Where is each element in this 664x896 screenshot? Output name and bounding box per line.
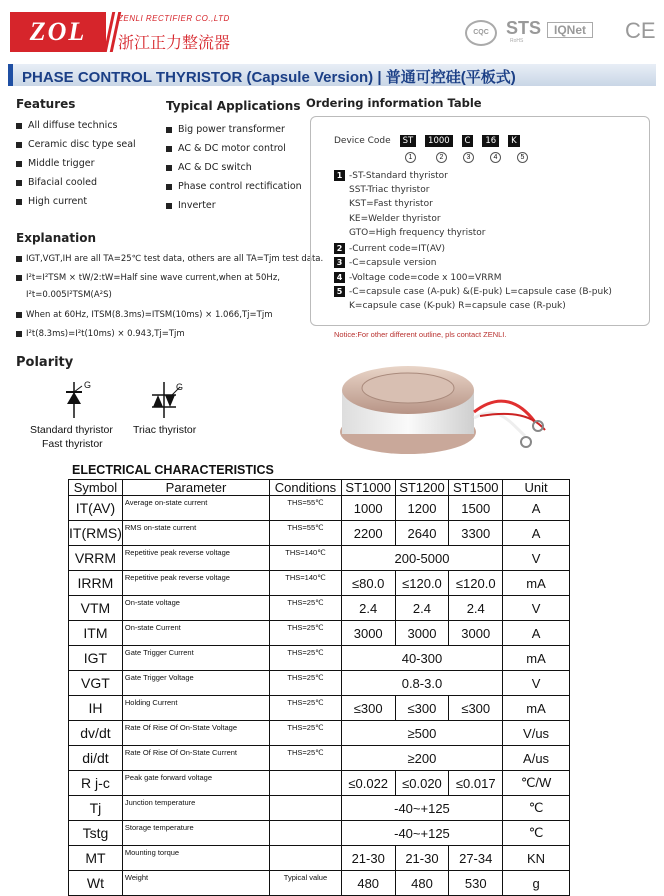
- value-cell: ≤0.022: [341, 771, 395, 796]
- value-cell: 1200: [395, 496, 449, 521]
- condition-cell: THS=140℃: [270, 546, 342, 571]
- value-cell: ≤300: [449, 696, 503, 721]
- legend-text: SST-Triac thyristor: [349, 184, 430, 195]
- feature-item: High current: [16, 196, 136, 215]
- table-row: [69, 846, 570, 871]
- value-cell: -40~+125: [341, 796, 502, 821]
- table-row: [69, 596, 570, 621]
- symbol-cell: ITM: [69, 621, 123, 646]
- column-header: Conditions: [270, 480, 342, 496]
- value-cell: ≤120.0: [395, 571, 449, 596]
- value-cell: 480: [341, 871, 395, 896]
- unit-cell: mA: [503, 646, 570, 671]
- column-header: Parameter: [122, 480, 269, 496]
- symbol-cell: IT(AV): [69, 496, 123, 521]
- fast-thyristor-label: Fast thyristor: [42, 438, 103, 450]
- sts-cert-icon: STS: [506, 18, 542, 38]
- parameter-cell: Mounting torque: [122, 846, 269, 871]
- value-cell: 2.4: [449, 596, 503, 621]
- value-cell: ≤300: [341, 696, 395, 721]
- code-box: 1000: [425, 135, 453, 147]
- triac-thyristor-label: Triac thyristor: [133, 424, 197, 436]
- feature-item: All diffuse technics: [16, 120, 136, 139]
- condition-cell: [270, 796, 342, 821]
- code-box: ST: [400, 135, 417, 147]
- table-row: [69, 546, 570, 571]
- value-cell: 2.4: [341, 596, 395, 621]
- symbol-cell: IRRM: [69, 571, 123, 596]
- symbol-cell: Tstg: [69, 821, 123, 846]
- unit-cell: KN: [503, 846, 570, 871]
- symbol-cell: Tj: [69, 796, 123, 821]
- application-item: Phase control rectification: [166, 181, 302, 200]
- ordering-legend: [334, 170, 612, 315]
- condition-cell: [270, 846, 342, 871]
- legend-text: -Voltage code=code x 100=VRRM: [349, 272, 502, 283]
- code-index-circle: 5: [517, 152, 528, 163]
- legend-number: 3: [334, 257, 345, 268]
- parameter-cell: Repetitive peak reverse voltage: [122, 546, 269, 571]
- company-name-cn: 浙江正力整流器: [118, 35, 231, 52]
- legend-text: KE=Welder thyristor: [349, 213, 441, 224]
- explanation-line: When at 60Hz, ITSM(8.3ms)=ITSM(10ms) × 1.066,Tj=Tjm: [16, 310, 273, 320]
- value-cell: 200-5000: [341, 546, 502, 571]
- unit-cell: A: [503, 496, 570, 521]
- legend-text: GTO=High frequency thyristor: [349, 228, 486, 238]
- unit-cell: ℃: [503, 796, 570, 821]
- unit-cell: A: [503, 521, 570, 546]
- parameter-cell: Rate Of Rise Of On-State Current: [122, 746, 269, 771]
- condition-cell: THS=25℃: [270, 621, 342, 646]
- condition-cell: THS=55℃: [270, 521, 342, 546]
- table-row: [69, 571, 570, 596]
- value-cell: 2200: [341, 521, 395, 546]
- thyristor-photo: [330, 352, 570, 462]
- unit-cell: V/us: [503, 721, 570, 746]
- condition-cell: THS=25℃: [270, 696, 342, 721]
- value-cell: ≤80.0: [341, 571, 395, 596]
- symbol-cell: di/dt: [69, 746, 123, 771]
- features-heading: Features: [16, 97, 76, 111]
- explanation-heading: Explanation: [16, 231, 97, 245]
- unit-cell: mA: [503, 696, 570, 721]
- parameter-cell: Repetitive peak reverse voltage: [122, 571, 269, 596]
- application-item: AC & DC switch: [166, 162, 302, 181]
- ce-cert-icon: CE: [625, 18, 656, 43]
- value-cell: ≤120.0: [449, 571, 503, 596]
- explanation-line: I²t(8.3ms)=I²t(10ms) × 0.943,Tj=Tjm: [16, 329, 185, 339]
- value-cell: 3000: [341, 621, 395, 646]
- device-code-label: Device Code: [334, 136, 391, 146]
- value-cell: ≥200: [341, 746, 502, 771]
- code-box: 16: [482, 135, 499, 147]
- condition-cell: THS=55℃: [270, 496, 342, 521]
- legend-text: KST=Fast thyristor: [349, 199, 433, 209]
- parameter-cell: RMS on-state current: [122, 521, 269, 546]
- applications-list: [166, 124, 302, 219]
- table-header-row: [69, 480, 570, 496]
- table-row: [69, 771, 570, 796]
- table-row: [69, 621, 570, 646]
- value-cell: -40~+125: [341, 821, 502, 846]
- cqc-cert-icon: CQC: [465, 20, 497, 46]
- application-item: AC & DC motor control: [166, 143, 302, 162]
- feature-item: Bifacial cooled: [16, 177, 136, 196]
- condition-cell: THS=25℃: [270, 671, 342, 696]
- value-cell: 21-30: [341, 846, 395, 871]
- explanation-line: I²t=I²TSM × tW/2:tW=Half sine wave current,when at 50Hz,: [16, 273, 280, 283]
- unit-cell: ℃/W: [503, 771, 570, 796]
- legend-text: -Current code=IT(AV): [349, 243, 446, 254]
- symbol-cell: R j-c: [69, 771, 123, 796]
- code-index-circle: 2: [436, 152, 447, 163]
- page-title: PHASE CONTROL THYRISTOR (Capsule Version) | 普通可控硅(平板式): [22, 69, 516, 86]
- condition-cell: Typical value: [270, 871, 342, 896]
- unit-cell: V: [503, 671, 570, 696]
- legend-text: -ST-Standard thyristor: [349, 171, 448, 181]
- value-cell: 3300: [449, 521, 503, 546]
- legend-text: -C=capsule version: [349, 258, 437, 268]
- parameter-cell: Gate Trigger Voltage: [122, 671, 269, 696]
- symbol-cell: dv/dt: [69, 721, 123, 746]
- parameter-cell: Peak gate forward voltage: [122, 771, 269, 796]
- legend-text: -C=capsule case (A-puk) &(E-puk) L=capsule case (B-puk): [349, 287, 612, 297]
- value-cell: 0.8-3.0: [341, 671, 502, 696]
- table-row: [69, 521, 570, 546]
- value-cell: 27-34: [449, 846, 503, 871]
- symbol-cell: IT(RMS): [69, 521, 123, 546]
- table-row: [69, 696, 570, 721]
- rohs-cert-label: RoHS: [510, 38, 524, 44]
- notice-text: Notice:For other different outline, pls contact ZENLI.: [334, 330, 507, 339]
- value-cell: 530: [449, 871, 503, 896]
- value-cell: 1000: [341, 496, 395, 521]
- table-row: [69, 646, 570, 671]
- value-cell: ≥500: [341, 721, 502, 746]
- standard-thyristor-label: Standard thyristor: [30, 424, 113, 436]
- legend-number: 5: [334, 286, 345, 297]
- value-cell: ≤0.017: [449, 771, 503, 796]
- unit-cell: V: [503, 546, 570, 571]
- parameter-cell: Gate Trigger Current: [122, 646, 269, 671]
- condition-cell: THS=25℃: [270, 596, 342, 621]
- legend-number: 4: [334, 272, 345, 283]
- column-header: ST1200: [395, 480, 449, 496]
- iqnet-cert-icon: IQNet: [547, 22, 593, 38]
- table-title: ELECTRICAL CHARACTERISTICS: [72, 463, 274, 477]
- company-name-en: ZENLI RECTIFIER CO.,LTD: [118, 14, 230, 23]
- feature-item: Middle trigger: [16, 158, 136, 177]
- company-logo: ZOL: [10, 12, 106, 52]
- parameter-cell: Rate Of Rise Of On-State Voltage: [122, 721, 269, 746]
- condition-cell: THS=25℃: [270, 721, 342, 746]
- parameter-cell: Weight: [122, 871, 269, 896]
- ordering-heading: Ordering information Table: [306, 96, 482, 110]
- explanation-line: IGT,VGT,IH are all TA=25℃ test data, others are all TA=Tjm test data.: [16, 254, 323, 264]
- condition-cell: THS=140℃: [270, 571, 342, 596]
- value-cell: 3000: [449, 621, 503, 646]
- value-cell: 2.4: [395, 596, 449, 621]
- parameter-cell: On-state Current: [122, 621, 269, 646]
- value-cell: 40-300: [341, 646, 502, 671]
- gate-label: G: [84, 380, 92, 390]
- value-cell: 21-30: [395, 846, 449, 871]
- code-box: C: [462, 135, 474, 147]
- symbol-cell: VTM: [69, 596, 123, 621]
- column-header: ST1000: [341, 480, 395, 496]
- value-cell: ≤0.020: [395, 771, 449, 796]
- legend-text: K=capsule case (K-puk) R=capsule case (R-puk): [349, 300, 566, 311]
- unit-cell: A: [503, 621, 570, 646]
- unit-cell: V: [503, 596, 570, 621]
- table-row: [69, 671, 570, 696]
- parameter-cell: Average on-state current: [122, 496, 269, 521]
- table-row: [69, 496, 570, 521]
- symbol-cell: VGT: [69, 671, 123, 696]
- symbol-cell: IGT: [69, 646, 123, 671]
- unit-cell: A/us: [503, 746, 570, 771]
- parameter-cell: Junction temperature: [122, 796, 269, 821]
- condition-cell: [270, 771, 342, 796]
- value-cell: ≤300: [395, 696, 449, 721]
- legend-number: 1: [334, 170, 345, 181]
- column-header: Unit: [503, 480, 570, 496]
- electrical-characteristics-table: [68, 479, 570, 896]
- table-row: [69, 796, 570, 821]
- table-row: [69, 746, 570, 771]
- value-cell: 480: [395, 871, 449, 896]
- code-index-circle: 3: [463, 152, 474, 163]
- explanation-line: I²t=0.005I²TSM(A²S): [26, 290, 112, 300]
- features-list: [16, 120, 136, 215]
- symbol-cell: MT: [69, 846, 123, 871]
- device-code-row: [334, 135, 520, 147]
- condition-cell: THS=25℃: [270, 746, 342, 771]
- unit-cell: g: [503, 871, 570, 896]
- polarity-heading: Polarity: [16, 355, 74, 370]
- code-index-circle: 4: [490, 152, 501, 163]
- parameter-cell: Holding Current: [122, 696, 269, 721]
- table-row: [69, 871, 570, 896]
- unit-cell: mA: [503, 571, 570, 596]
- parameter-cell: On-state voltage: [122, 596, 269, 621]
- symbol-cell: Wt: [69, 871, 123, 896]
- column-header: ST1500: [449, 480, 503, 496]
- application-item: Inverter: [166, 200, 302, 219]
- symbol-cell: IH: [69, 696, 123, 721]
- applications-heading: Typical Applications: [166, 99, 301, 113]
- condition-cell: THS=25℃: [270, 646, 342, 671]
- code-box: K: [508, 135, 520, 147]
- value-cell: 2640: [395, 521, 449, 546]
- table-row: [69, 721, 570, 746]
- column-header: Symbol: [69, 480, 123, 496]
- condition-cell: [270, 821, 342, 846]
- table-row: [69, 821, 570, 846]
- code-index-circle: 1: [405, 152, 416, 163]
- feature-item: Ceramic disc type seal: [16, 139, 136, 158]
- gate-label: G: [176, 382, 184, 392]
- value-cell: 3000: [395, 621, 449, 646]
- legend-number: 2: [334, 243, 345, 254]
- symbol-cell: VRRM: [69, 546, 123, 571]
- parameter-cell: Storage temperature: [122, 821, 269, 846]
- application-item: Big power transformer: [166, 124, 302, 143]
- unit-cell: ℃: [503, 821, 570, 846]
- value-cell: 1500: [449, 496, 503, 521]
